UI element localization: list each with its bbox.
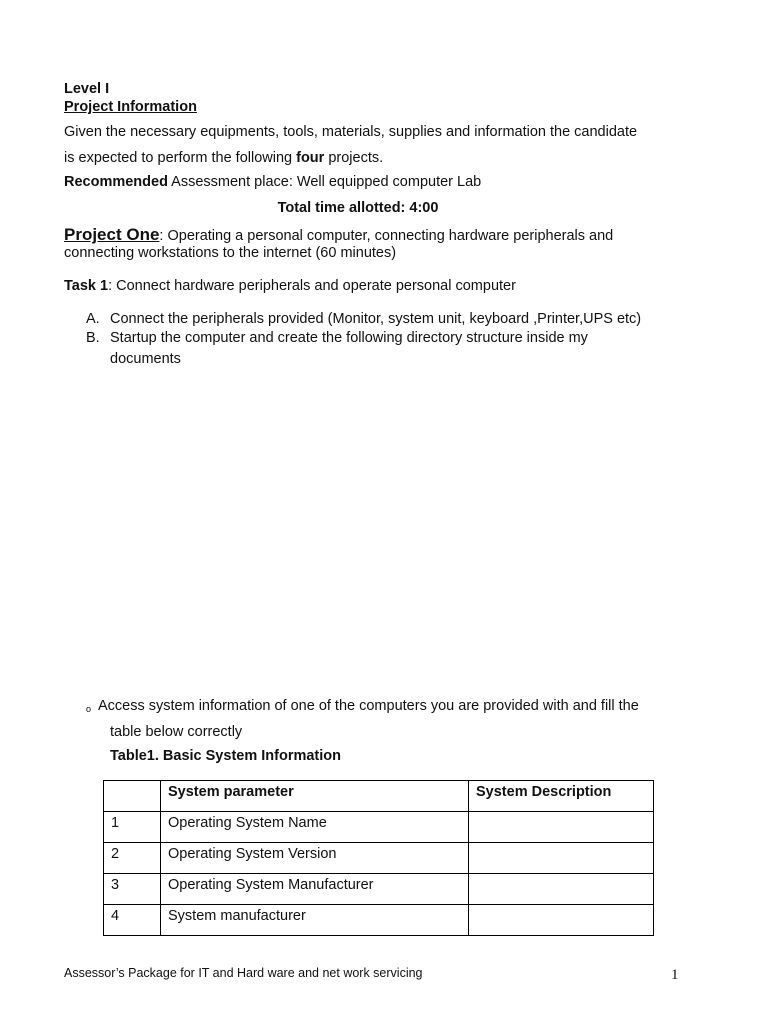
task-item-text: Startup the computer and create the following directory structure inside my (110, 330, 588, 346)
table-row (104, 843, 654, 874)
task1-text: : Connect hardware peripherals and operate personal computer (108, 278, 516, 294)
task-item-b (86, 330, 706, 370)
page-number: 1 (671, 967, 679, 983)
page-footer: Assessor’s Package for IT and Hard ware and net work servicing (64, 966, 423, 980)
table-cell: System manufacturer (161, 905, 469, 936)
intro-line-2-prefix: is expected to perform the following (64, 150, 297, 166)
table-row (104, 905, 654, 936)
table-cell: Operating System Version (161, 843, 469, 874)
project-one-line-1 (64, 225, 613, 245)
task-item-marker: B. (86, 330, 100, 346)
table-cell: 4 (104, 905, 161, 936)
bullet-line-1: Access system information of one of the computers you are provided with and fill the (98, 698, 639, 714)
section-heading: Project Information (64, 99, 197, 115)
project-one-title: Project One (64, 225, 160, 244)
intro-line-1: Given the necessary equipments, tools, materials, supplies and information the candidate (64, 124, 638, 140)
level-label: Level I (64, 81, 110, 97)
table-header-cell (104, 781, 161, 812)
table-caption: Table1. Basic System Information (110, 748, 341, 764)
task1-line (64, 278, 516, 294)
table-header-cell: System Description (469, 781, 654, 812)
task-item-text-cont: documents (110, 351, 181, 367)
intro-line-2 (64, 150, 383, 166)
table-cell[interactable] (469, 812, 654, 843)
recommended-text: Assessment place: Well equipped computer Lab (167, 174, 482, 190)
table-header-cell: System parameter (161, 781, 469, 812)
project-one-desc-2: connecting workstations to the internet (60 minutes) (64, 245, 397, 261)
table-cell: Operating System Manufacturer (161, 874, 469, 905)
task1-label: Task 1 (64, 278, 109, 294)
table-row (104, 812, 654, 843)
table-row (104, 874, 654, 905)
total-time: Total time allotted: 4:00 (277, 200, 439, 216)
table-cell: 2 (104, 843, 161, 874)
recommended-line (64, 174, 481, 190)
table-cell: 3 (104, 874, 161, 905)
task-item-a (86, 311, 706, 331)
task-item-text: Connect the peripherals provided (Monitor, system unit, keyboard ,Printer,UPS etc) (110, 311, 642, 327)
intro-emphasis: four (296, 150, 325, 166)
system-info-table (103, 780, 654, 936)
intro-line-2-suffix: projects. (324, 150, 384, 166)
table-cell[interactable] (469, 874, 654, 905)
project-one-desc-1: : Operating a personal computer, connecting hardware peripherals and (159, 228, 614, 244)
recommended-label: Recommended (64, 174, 168, 190)
table-cell: 1 (104, 812, 161, 843)
table-cell: Operating System Name (161, 812, 469, 843)
task-item-marker: A. (86, 311, 100, 327)
bullet-line-2: table below correctly (110, 724, 243, 740)
table-cell[interactable] (469, 905, 654, 936)
table-header-row (104, 781, 654, 812)
bullet-marker: o (86, 704, 92, 714)
table-cell[interactable] (469, 843, 654, 874)
